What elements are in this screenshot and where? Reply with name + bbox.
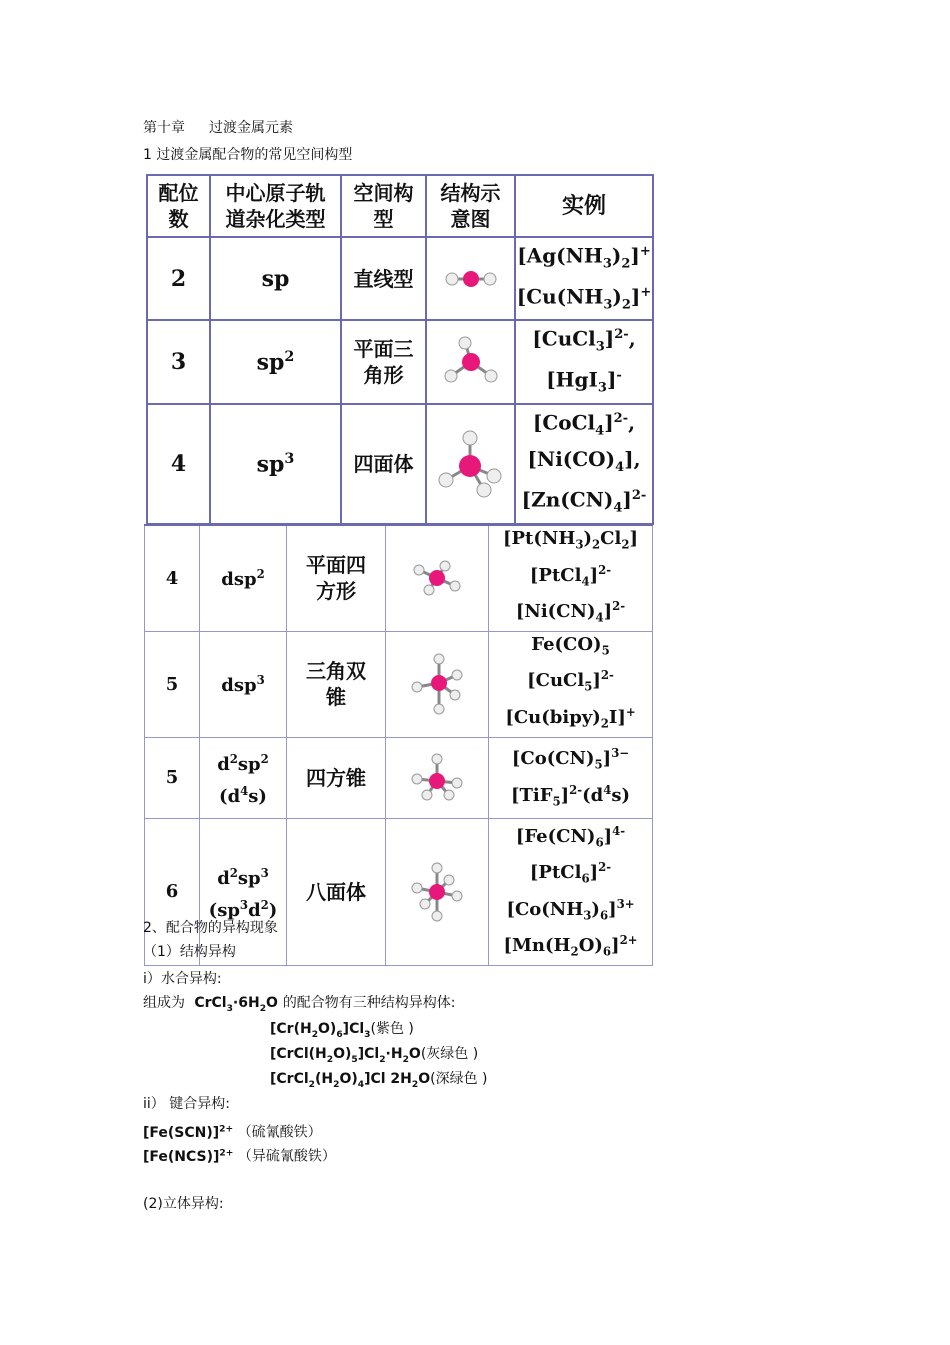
geometry-table-1 (146, 174, 654, 525)
isomer-color-note: (灰绿色 ) (420, 1046, 479, 1062)
hydrate-isomerism-heading: i）水合异构: (143, 971, 222, 987)
header-coordination-number: 配位 数 (147, 175, 210, 237)
square-planar-molecule-icon (386, 525, 489, 631)
chapter-heading (143, 119, 293, 137)
examples-cell: $[Pt(NH_3)_2Cl_2]$ [PtCl$_4$]$^{2-}$ $[Ni(CN)_4]^{2-}$ (489, 525, 653, 631)
stereoisomerism-heading: (2)立体异构: (143, 1196, 224, 1212)
linkage-isomer-2: $[Fe(NCS)]^{2+}$ （异硫氰酸铁） (143, 1148, 336, 1165)
coordination-number: 5 (145, 737, 200, 818)
coordination-number: 3 (147, 320, 210, 403)
examples-cell: [CoCl$_4$]$^{2-}$, $[Ni(CO)_4]$, $[Zn(CN)_4]^{2-}$ (515, 404, 653, 524)
examples-cell: $[Ag(NH_3)_2]^+$ $[Cu(NH_3)_2]^+$ (515, 237, 653, 320)
geometry-name: 三角双 锥 (287, 631, 386, 737)
isomer-color-note: (紫色 ) (370, 1021, 414, 1037)
hydrate-isomer-2: $[CrCl(H_2O)_5]Cl_2\cdot H_2O$(灰绿色 ) (270, 1046, 479, 1065)
table-row (147, 320, 653, 403)
geometry-name: 八面体 (287, 818, 386, 965)
geometry-name: 平面四 方形 (287, 525, 386, 631)
chapter-title: 过渡金属元素 (209, 120, 293, 136)
hydrate-intro-a: 组成为 (143, 995, 185, 1011)
linkage-isomer-1: $[Fe(SCN)]^{2+}$ （硫氰酸铁） (143, 1124, 322, 1141)
table-row (147, 237, 653, 320)
section-1-heading: 1 过渡金属配合物的常见空间构型 (143, 147, 353, 163)
structural-isomerism-heading: （1）结构异构 (143, 944, 236, 960)
section-2-heading: 2、配合物的异构现象 (143, 920, 278, 936)
linkage-isomerism-heading: ii） 键合异构: (143, 1096, 230, 1112)
square-pyramidal-molecule-icon (386, 737, 489, 818)
hybridization: $sp^3$ (210, 404, 341, 524)
coordination-number: 4 (147, 404, 210, 524)
header-diagram: 结构示 意图 (426, 175, 515, 237)
hybridization: $sp^2$ (210, 320, 341, 403)
hydrate-isomer-1: $[Cr(H_2O)_6]Cl_3$(紫色 ) (270, 1021, 414, 1040)
table-row (147, 404, 653, 524)
examples-cell: $[Co(CN)_5]^{3-}$ $[TiF_5]^{2-}(d^4s)$ (489, 737, 653, 818)
coordination-number: 5 (145, 631, 200, 737)
header-hybridization: 中心原子轨 道杂化类型 (210, 175, 341, 237)
coordination-number: 2 (147, 237, 210, 320)
hydrate-intro-b: 的配合物有三种结构异构体: (282, 995, 456, 1011)
geometry-name: 四面体 (341, 404, 426, 524)
hydrate-formula: $CrCl_3\cdot 6H_2O$ (189, 995, 283, 1014)
examples-cell: [CuCl$_3$]$^{2-}$, [HgI$_3$]- (515, 320, 653, 403)
table-row (145, 737, 653, 818)
hydrate-intro (143, 994, 456, 1018)
trigonal-bipyramidal-molecule-icon (386, 631, 489, 737)
chapter-number: 第十章 (143, 120, 185, 136)
hybridization: sp (210, 237, 341, 320)
table-header-row (147, 175, 653, 237)
geometry-name: 平面三 角形 (341, 320, 426, 403)
hybridization: dsp$^3$ (200, 631, 287, 737)
header-geometry: 空间构 型 (341, 175, 426, 237)
table-row (145, 525, 653, 631)
hydrate-isomer-3: $[CrCl_2(H_2O)_4]Cl$ $2H_2O$(深绿色 ) (270, 1071, 488, 1090)
hybridization: $d^2sp^3$ $(sp^3d^2)$ (200, 818, 287, 965)
header-examples: 实例 (515, 175, 653, 237)
coordination-number: 6 (145, 818, 200, 965)
examples-cell: $Fe(CO)_5$ [CuCl$_5$]$^{2-}$ $[Cu(bipy)_2I]^+$ (489, 631, 653, 737)
coordination-number: 4 (145, 525, 200, 631)
octahedral-molecule-icon (386, 818, 489, 965)
examples-cell: $[Fe(CN)_6]^{4-}$ [PtCl$_6$]$^{2-}$ $[Co(NH_3)_6]^{3+}$ $[Mn(H_2O)_6]^{2+}$ (489, 818, 653, 965)
linkage-note: （硫氰酸铁） (237, 1124, 322, 1141)
tetrahedral-molecule-icon (426, 404, 515, 524)
linkage-note: （异硫氰酸铁） (237, 1148, 336, 1165)
hybridization: dsp$^2$ (200, 525, 287, 631)
linear-molecule-icon (426, 237, 515, 320)
geometry-table-2 (144, 524, 653, 966)
trigonal-planar-molecule-icon (426, 320, 515, 403)
geometry-name: 直线型 (341, 237, 426, 320)
hybridization: $d^2sp^2$ $(d^4s)$ (200, 737, 287, 818)
table-row (145, 631, 653, 737)
isomer-color-note: (深绿色 ) (430, 1071, 488, 1087)
geometry-name: 四方锥 (287, 737, 386, 818)
